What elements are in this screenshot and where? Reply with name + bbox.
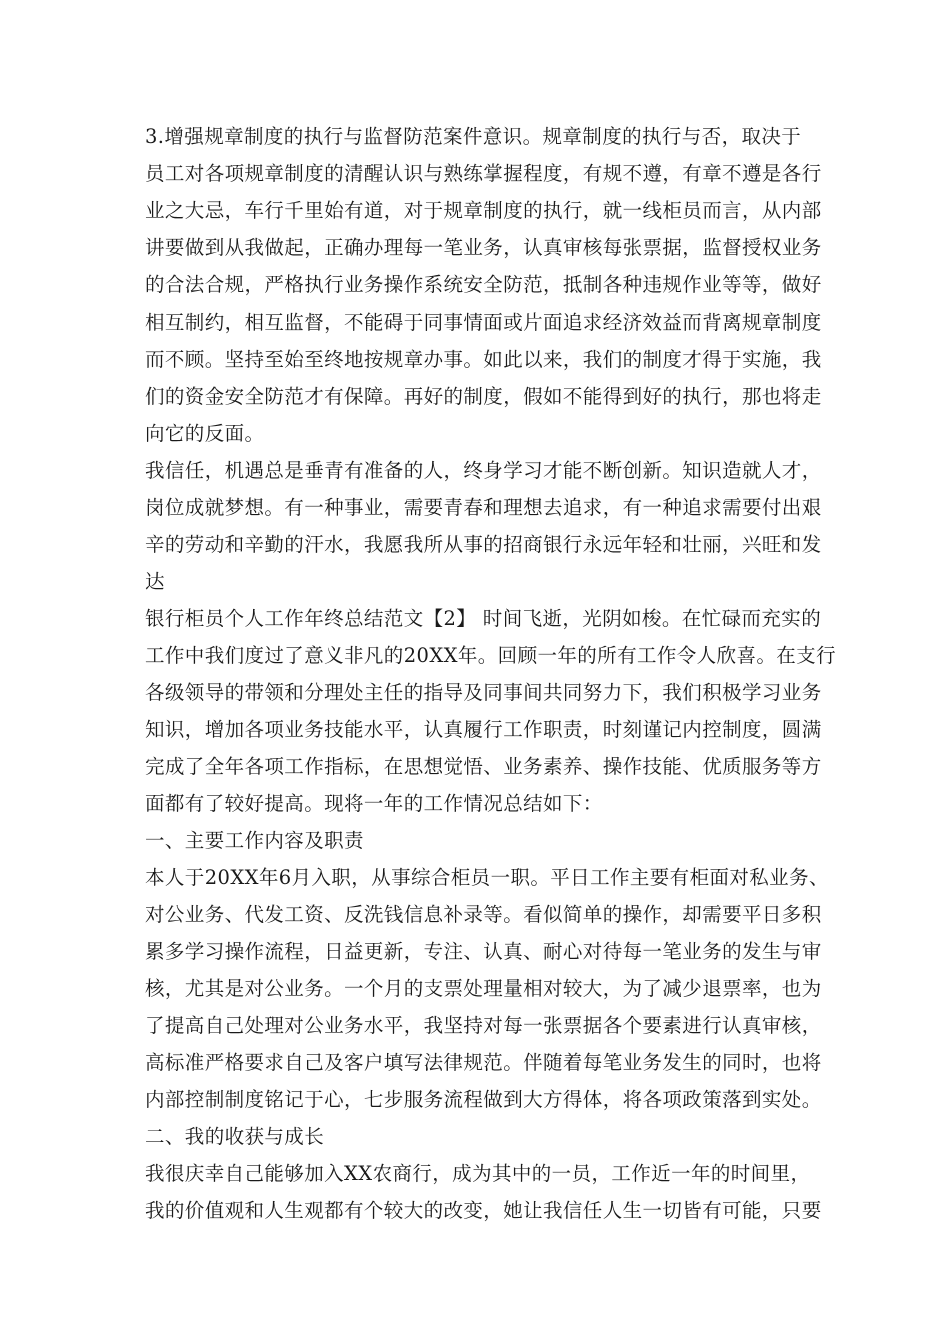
text-line: 而不顾。坚持至始至终地按规章办事。如此以来，我们的制度才得于实施，我 (145, 348, 822, 371)
text-line: 核，尤其是对公业务。一个月的支票处理量相对较大，为了减少退票率，也为 (145, 977, 822, 1000)
text-line: 业之大忌，车行千里始有道，对于规章制度的执行，就一线柜员而言，从内部 (145, 199, 822, 222)
text-line: 知识，增加各项业务技能水平，认真履行工作职责，时刻谨记内控制度，圆满 (145, 718, 822, 741)
subheading-line: 一、主要工作内容及职责 (145, 829, 364, 852)
text-line: 累多学习操作流程，日益更新，专注、认真、耐心对待每一笔业务的发生与审 (145, 940, 822, 963)
text-line: 达 (145, 570, 165, 593)
text-line: 辛的劳动和辛勤的汗水，我愿我所从事的招商银行永远年轻和壮丽，兴旺和发 (145, 533, 822, 556)
text-line: 对公业务、代发工资、反洗钱信息补录等。看似简单的操作，却需要平日多积 (145, 903, 822, 926)
text-line: 的合法合规，严格执行业务操作系统安全防范，抵制各种违规作业等等，做好 (145, 273, 822, 296)
text-line: 我很庆幸自己能够加入XX农商行，成为其中的一员，工作近一年的时间里， (145, 1162, 811, 1185)
text-line: 本人于20XX年6月入职，从事综合柜员一职。平日工作主要有柜面对私业务、 (145, 866, 829, 889)
text-line: 各级领导的带领和分理处主任的指导及同事间共同努力下，我们积极学习业务 (145, 681, 822, 704)
text-line: 完成了全年各项工作指标，在思想觉悟、业务素养、操作技能、优质服务等方 (145, 755, 822, 778)
section-heading-line: 银行柜员个人工作年终总结范文【2】 时间飞逝，光阴如梭。在忙碌而充实的 (145, 607, 822, 630)
text-line: 3.增强规章制度的执行与监督防范案件意识。规章制度的执行与否，取决于 (145, 125, 802, 148)
text-line: 员工对各项规章制度的清醒认识与熟练掌握程度，有规不遵，有章不遵是各行 (145, 162, 822, 185)
text-line: 工作中我们度过了意义非凡的20XX年。回顾一年的所有工作令人欣喜。在支行 (145, 644, 836, 667)
text-line: 内部控制制度铭记于心，七步服务流程做到大方得体，将各项政策落到实处。 (145, 1088, 822, 1111)
text-line: 岗位成就梦想。有一种事业，需要青春和理想去追求，有一种追求需要付出艰 (145, 496, 822, 519)
text-line: 了提高自己处理对公业务水平，我坚持对每一张票据各个要素进行认真审核， (145, 1014, 822, 1037)
text-line: 讲要做到从我做起，正确办理每一笔业务，认真审核每张票据，监督授权业务 (145, 236, 822, 259)
text-line: 面都有了较好提高。现将一年的工作情况总结如下： (145, 792, 603, 815)
text-line: 相互制约，相互监督，不能碍于同事情面或片面追求经济效益而背离规章制度 (145, 311, 822, 334)
subheading-line: 二、我的收获与成长 (145, 1125, 325, 1148)
text-line: 我的价值观和人生观都有个较大的改变，她让我信任人生一切皆有可能，只要 (145, 1199, 822, 1222)
text-line: 们的资金安全防范才有保障。再好的制度，假如不能得到好的执行，那也将走 (145, 385, 822, 408)
text-line: 向它的反面。 (145, 422, 265, 445)
text-line: 高标准严格要求自己及客户填写法律规范。伴随着每笔业务发生的同时，也将 (145, 1051, 822, 1074)
text-line: 我信任，机遇总是垂青有准备的人，终身学习才能不断创新。知识造就人才， (145, 459, 822, 482)
